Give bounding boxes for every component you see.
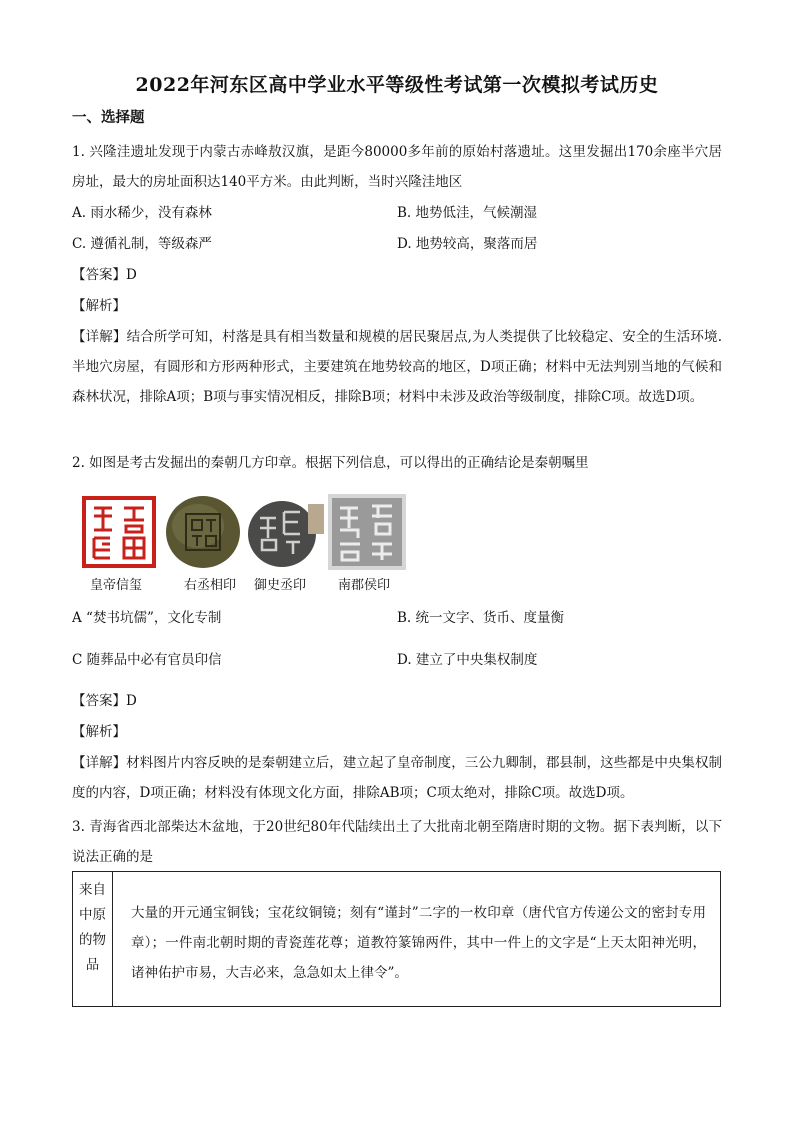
q2-option-d: D. 建立了中央集权制度 bbox=[397, 652, 538, 668]
q3-table-header: 来自中原的物品 bbox=[73, 872, 113, 1006]
seal-images bbox=[80, 494, 410, 594]
q2-option-c: C 随葬品中必有官员印信 bbox=[72, 652, 222, 668]
q3-stem: 3. 青海省西北部柴达木盆地，于20世纪80年代陆续出土了大批南北朝至隋唐时期的文物。据下表判断，以下说法正确的是 bbox=[72, 819, 722, 865]
seal-image-censor bbox=[246, 494, 324, 570]
q1-option-b: B. 地势低洼，气候潮湿 bbox=[397, 205, 538, 221]
seal-image-emperor bbox=[80, 494, 158, 570]
q1-option-a: A. 雨水稀少，没有森林 bbox=[72, 205, 212, 221]
q2-option-b: B. 统一文字、货币、度量衡 bbox=[397, 610, 565, 626]
q1-analysis-label: 【解析】 bbox=[72, 298, 126, 314]
q2-analysis-label: 【解析】 bbox=[72, 724, 126, 740]
seal-caption-2: 右丞相印 bbox=[184, 578, 237, 593]
q1-detail: 【详解】结合所学可知，村落是具有相当数量和规模的居民聚居点,为人类提供了比较稳定、安全的生活环境.半地穴房屋，有圆形和方形两种形式，主要建筑在地势较高的地区，D项正确；材料中无法判别当地的气候和森林状况，排除A项；B项与事实情况相反，排除B项；材料中未涉及政治等级制度，排除C项。故选D项。 bbox=[72, 329, 722, 405]
seal-image-chancellor bbox=[164, 494, 242, 570]
q1-option-d: D. 地势较高，聚落而居 bbox=[397, 236, 538, 252]
page-title: 2022年河东区高中学业水平等级性考试第一次模拟考试历史 bbox=[135, 74, 659, 96]
q3-table bbox=[72, 871, 721, 1007]
q2-option-a: A “焚书坑儒”，文化专制 bbox=[72, 610, 222, 626]
section-heading: 一、选择题 bbox=[72, 109, 145, 126]
seal-image-prefecture bbox=[328, 494, 406, 570]
q2-answer: 【答案】D bbox=[72, 693, 137, 709]
q2-stem: 2. 如图是考古发掘出的秦朝几方印章。根据下列信息，可以得出的正确结论是秦朝嘱里 bbox=[72, 455, 589, 471]
q1-answer: 【答案】D bbox=[72, 267, 137, 283]
q1-option-c: C. 遵循礼制，等级森严 bbox=[72, 236, 212, 252]
q2-detail: 【详解】材料图片内容反映的是秦朝建立后，建立起了皇帝制度，三公九卿制，郡县制，这些都是中央集权制度的内容，D项正确；材料没有体现文化方面，排除AB项；C项太绝对，排除C项。故选D项。 bbox=[72, 755, 722, 801]
q1-stem: 1. 兴隆洼遗址发现于内蒙古赤峰敖汉旗，是距今80000多年前的原始村落遗址。这里发掘出170余座半穴居房址，最大的房址面积达140平方米。由此判断，当时兴隆洼地区 bbox=[72, 144, 722, 190]
seal-caption-1: 皇帝信玺 bbox=[90, 578, 143, 593]
seal-caption-4: 南郡侯印 bbox=[338, 578, 391, 593]
seal-caption-3: 御史丞印 bbox=[254, 578, 307, 593]
q3-table-cell: 大量的开元通宝铜钱；宝花纹铜镜；刻有“谨封”二字的一枚印章（唐代官方传递公文的密封专用章）；一件南北朝时期的青瓷莲花尊；道教符篆锦两件，其中一件上的文字是“上天太阳神光明，诸神佑护市易，大吉必来，急急如太上律令”。 bbox=[131, 905, 706, 981]
